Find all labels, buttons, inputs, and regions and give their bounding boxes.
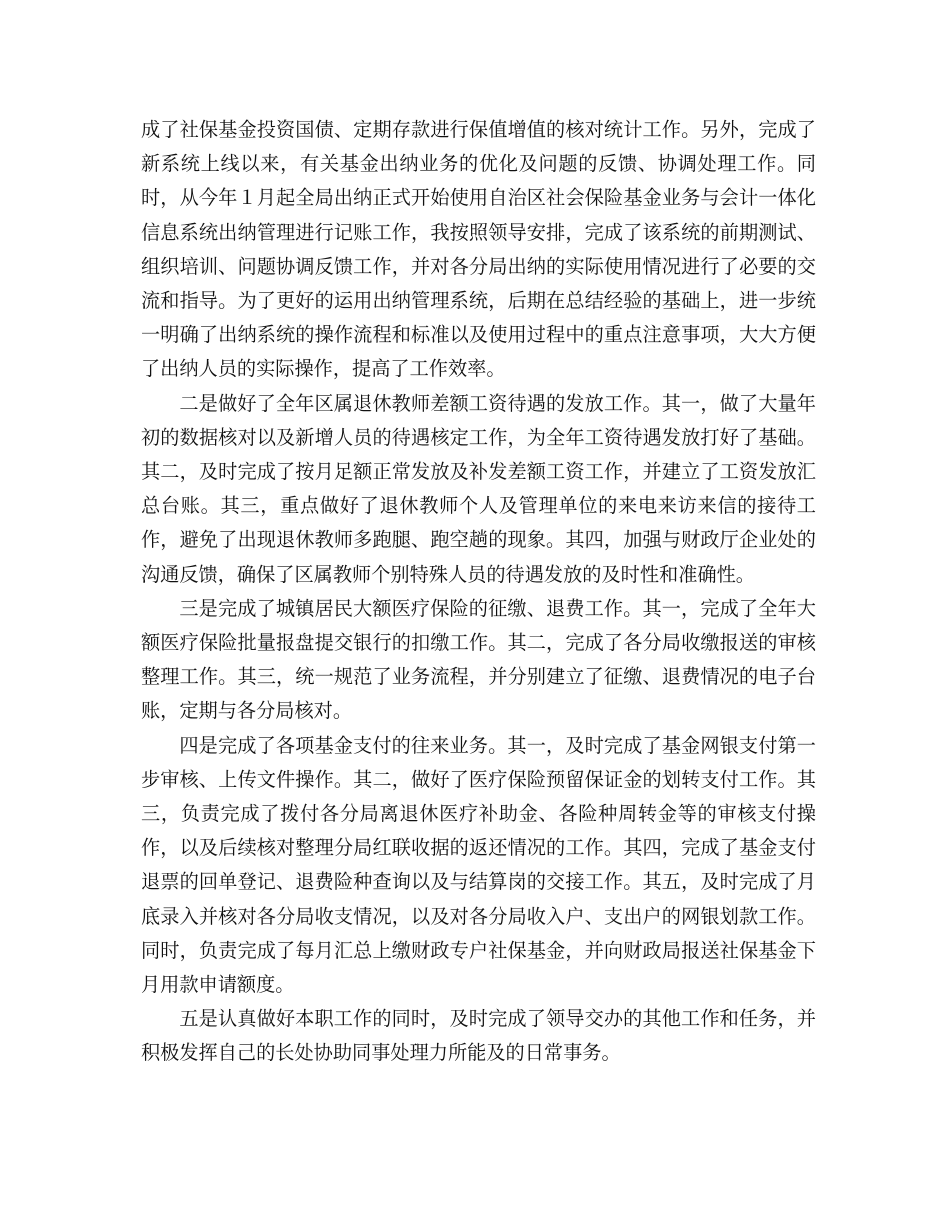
paragraph-item-two: 二是做好了全年区属退休教师差额工资待遇的发放工作。其一，做了大量年初的数据核对以及新增人员的待遇核定工作，为全年工资待遇发放打好了基础。其二，及时完成了按月足额正常发放及补发差额工资工作，并建立了工资发放汇总台账。其三，重点做好了退休教师个人及管理单位的来电来访来信的接待工作，避免了出现退休教师多跑腿、跑空趟的现象。其四，加强与财政厅企业处的沟通反馈，确保了区属教师个别特殊人员的待遇发放的及时性和准确性。 <box>141 391 816 586</box>
document-body <box>141 113 816 1071</box>
paragraph-item-three: 三是完成了城镇居民大额医疗保险的征缴、退费工作。其一，完成了全年大额医疗保险批量报盘提交银行的扣缴工作。其二，完成了各分局收缴报送的审核整理工作。其三，统一规范了业务流程，并分别建立了征缴、退费情况的电子台账，定期与各分局核对。 <box>141 596 816 723</box>
paragraph-item-four: 四是完成了各项基金支付的往来业务。其一，及时完成了基金网银支付第一步审核、上传文件操作。其二，做好了医疗保险预留保证金的划转支付工作。其三，负责完成了拨付各分局离退休医疗补助金、各险种周转金等的审核支付操作，以及后续核对整理分局红联收据的返还情况的工作。其四，完成了基金支付退票的回单登记、退费险种查询以及与结算岗的交接工作。其五，及时完成了月底录入并核对各分局收支情况，以及对各分局收入户、支出户的网银划款工作。同时，负责完成了每月汇总上缴财政专户社保基金，并向财政局报送社保基金下月用款申请额度。 <box>141 733 816 997</box>
paragraph-item-five: 五是认真做好本职工作的同时，及时完成了领导交办的其他工作和任务，并积极发挥自己的长处协助同事处理力所能及的日常事务。 <box>141 1007 816 1065</box>
paragraph-continuation: 成了社保基金投资国债、定期存款进行保值增值的核对统计工作。另外，完成了新系统上线以来，有关基金出纳业务的优化及问题的反馈、协调处理工作。同时，从今年１月起全局出纳正式开始使用自治区社会保险基金业务与会计一体化信息系统出纳管理进行记账工作，我按照领导安排，完成了该系统的前期测试、组织培训、问题协调反馈工作，并对各分局出纳的实际使用情况进行了必要的交流和指导。为了更好的运用出纳管理系统，后期在总结经验的基础上，进一步统一明确了出纳系统的操作流程和标准以及使用过程中的重点注意事项，大大方便了出纳人员的实际操作，提高了工作效率。 <box>141 118 816 381</box>
